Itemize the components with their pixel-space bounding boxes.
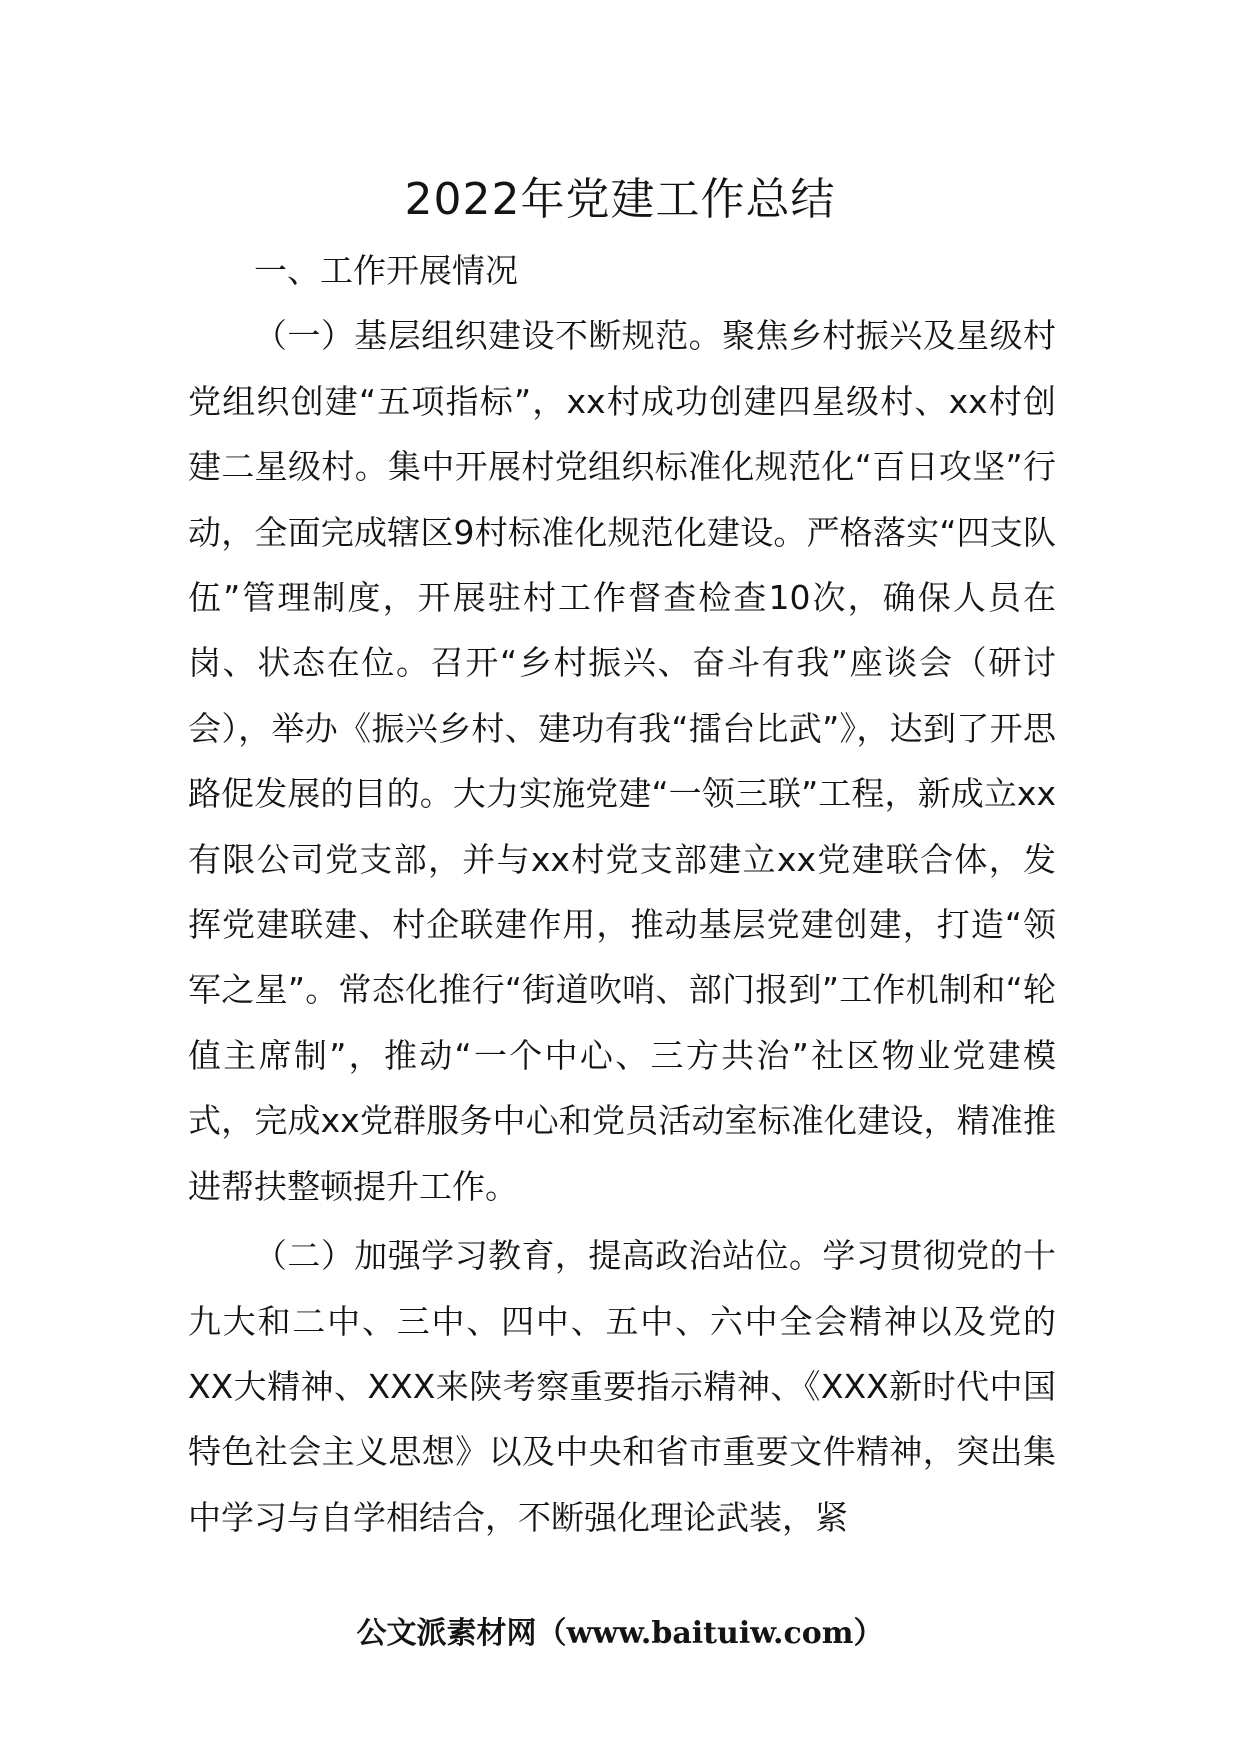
document-title: 2022年党建工作总结 [404, 174, 836, 225]
document-body [188, 238, 1056, 1550]
paragraph-2: （二）加强学习教育，提高政治站位。学习贯彻党的十九大和二中、三中、四中、五中、六中全会精神以及党的XX大精神、XXX来陕考察重要指示精神、《XXX新时代中国特色社会主义思想》以及中央和省市重要文件精神，突出集中学习与自学相结合，不断强化理论武装，紧 [188, 1236, 1056, 1537]
paragraph-1: （一）基层组织建设不断规范。聚焦乡村振兴及星级村党组织创建“五项指标”，xx村成功创建四星级村、xx村创建二星级村。集中开展村党组织标准化规范化“百日攻坚”行动，全面完成辖区9村标准化规范化建设。严格落实“四支队伍”管理制度，开展驻村工作督查检查10次，确保人员在岗、状态在位。召开“乡村振兴、奋斗有我”座谈会（研讨会），举办《振兴乡村、建功有我“擂台比武”》，达到了开思路促发展的目的。大力实施党建“一领三联”工程，新成立xx有限公司党支部，并与xx村党支部建立xx党建联合体，发挥党建联建、村企联建作用，推动基层党建创建，打造“领军之星”。常态化推行“街道吹哨、部门报到”工作机制和“轮值主席制”，推动“一个中心、三方共治”社区物业党建模式，完成xx党群服务中心和党员活动室标准化建设，精准推进帮扶整顿提升工作。 [188, 316, 1056, 1206]
footer-watermark: 公文派素材网（www.baituiw.com） [356, 1616, 884, 1651]
section-heading: 一、工作开展情况 [254, 251, 518, 290]
